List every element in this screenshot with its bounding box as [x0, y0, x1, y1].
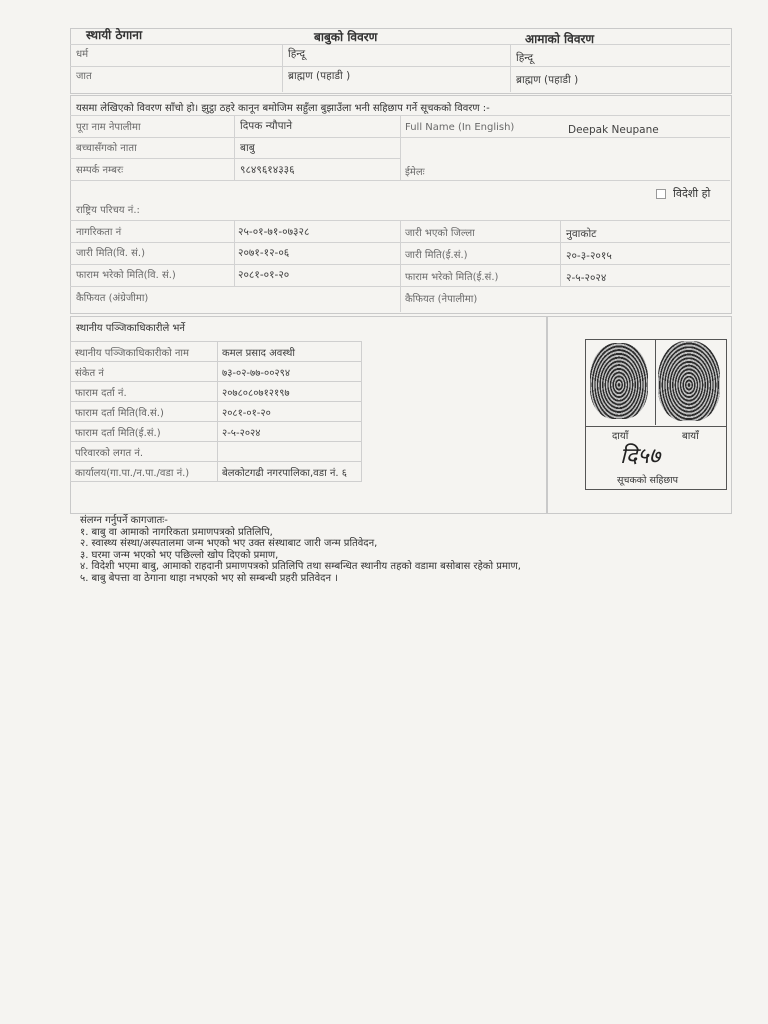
remarks-en-label: कैफियत (अंग्रेजीमा) — [76, 293, 149, 304]
issue-date-ad: २०-३-२०१५ — [566, 250, 612, 262]
registrar-row — [71, 422, 362, 442]
email-label: ईमेलः — [405, 167, 425, 178]
issued-district: नुवाकोट — [566, 228, 597, 240]
registrar-row-value: कमल प्रसाद अवस्थी — [218, 342, 362, 362]
citizenship: २५-०१-७१-०७३२८ — [238, 226, 310, 238]
right-thumb-label: दायाँ — [612, 431, 629, 442]
registrar-row-value: बेलकोटगढी नगरपालिका,वडा नं. ६ — [218, 462, 362, 482]
citizenship-label: नागरिकता नं — [76, 227, 122, 238]
parents-section — [70, 28, 732, 94]
mother-religion: हिन्दू — [516, 52, 534, 64]
name-nepali-label: पूरा नाम नेपालीमा — [76, 122, 141, 133]
issue-date-ad-label: जारी मिति(ई.सं.) — [405, 250, 468, 261]
left-thumb-label: बायाँ — [682, 431, 699, 442]
document-item: २. स्वास्थ्य संस्था/अस्पतालमा जन्म भएको भए उक्त संस्थाबाट जारी जन्म प्रतिवेदन, — [80, 538, 378, 549]
father-title: बाबुको विवरण — [314, 30, 378, 44]
form-date-ad-label: फाराम भरेको मिति(ई.सं.) — [405, 272, 499, 283]
form-date-bs-label: फाराम भरेको मिति(वि. सं.) — [76, 270, 176, 281]
phone-label: सम्पर्क नम्बरः — [76, 165, 124, 176]
father-religion: हिन्दू — [288, 48, 306, 60]
required-documents — [80, 515, 521, 584]
left-thumbprint — [658, 341, 720, 421]
father-caste: ब्राह्मण (पहाडी ) — [288, 70, 351, 82]
right-thumbprint — [590, 343, 648, 419]
registrar-row-label: स्थानीय पञ्जिकाधिकारीको नाम — [71, 342, 218, 362]
form-date-ad: २-५-२०२४ — [566, 272, 607, 284]
registrar-row-label: फाराम दर्ता मिति(वि.सं.) — [71, 402, 218, 422]
issue-date-bs: २०७१-१२-०६ — [238, 247, 290, 259]
registrar-row-value: २०८१-०१-२० — [218, 402, 362, 422]
registrar-row — [71, 382, 362, 402]
full-name-label: Full Name (In English) — [405, 122, 515, 133]
issue-date-bs-label: जारी मिति(वि. सं.) — [76, 248, 145, 259]
registrar-row — [71, 362, 362, 382]
mother-caste: ब्राह्मण (पहाडी ) — [516, 74, 579, 86]
signature: दि५७ — [620, 444, 661, 469]
foreigner-checkbox — [656, 189, 666, 199]
document-item: ४. विदेशी भएमा बाबु, आमाको राहदानी प्रमाणपत्रको प्रतिलिपि तथा सम्बन्धित स्थानीय तहको वडामा बसोबास रहेको प्रमाण, — [80, 561, 521, 572]
name-nepali: दिपक न्यौपाने — [240, 120, 293, 132]
registrar-row-value: २-५-२०२४ — [218, 422, 362, 442]
registrar-row-value — [218, 442, 362, 462]
relation: बाबु — [240, 142, 255, 154]
registrar-row — [71, 462, 362, 482]
registrar-row — [71, 402, 362, 422]
signature-label: सूचकको सहिछाप — [617, 475, 678, 486]
foreigner-label: विदेशी हो — [673, 187, 711, 200]
relation-label: बच्चासँगको नाता — [76, 143, 137, 154]
address-title: स्थायी ठेगाना — [86, 28, 143, 42]
form-date-bs: २०८१-०१-२० — [238, 269, 290, 281]
document-item: १. बाबु वा आमाको नागरिकता प्रमाणपत्रको प्रतिलिपि, — [80, 526, 273, 538]
nid-label: राष्ट्रिय परिचय नं.: — [76, 205, 140, 216]
document-item: ५. बाबु बेपत्ता वा ठेगाना थाहा नभएको भए सो सम्बन्धी प्रहरी प्रतिवेदन । — [80, 572, 339, 584]
registrar-table — [70, 341, 362, 482]
mother-title: आमाको विवरण — [525, 32, 595, 46]
registrar-row — [71, 442, 362, 462]
registrar-row-label: कार्यालय(गा.पा./न.पा./वडा नं.) — [71, 462, 218, 482]
remarks-np-label: कैफियत (नेपालीमा) — [405, 294, 478, 305]
full-name: Deepak Neupane — [568, 124, 659, 136]
document-item: ३. घरमा जन्म भएको भए पछिल्लो खोप दिएको प्रमाण, — [80, 549, 279, 561]
registrar-row-label: संकेत नं — [71, 362, 218, 382]
issued-district-label: जारी भएको जिल्ला — [405, 228, 475, 239]
registrar-row — [71, 342, 362, 362]
phone: ९८४९६१४३३६ — [240, 164, 295, 176]
documents-title: संलग्न गर्नुपर्ने कागजातः- — [80, 515, 168, 526]
registrar-row-label: फाराम दर्ता मिति(ई.सं.) — [71, 422, 218, 442]
caste-label: जात — [76, 71, 92, 82]
registrar-row-label: फाराम दर्ता नं. — [71, 382, 218, 402]
registrar-row-value: ७३-०२-७७-००२९४ — [218, 362, 362, 382]
declaration-text: यसमा लेखिएको विवरण साँचो हो। झुट्ठा ठहरे कानून बमोजिम सहुँला बुझाउँला भनी सहिछाप गर्ने सूचकको विवरण :- — [76, 103, 490, 114]
registrar-row-label: परिवारको लगत नं. — [71, 442, 218, 462]
religion-label: धर्म — [76, 49, 89, 60]
registrar-title: स्थानीय पञ्जिकाधिकारीले भर्ने — [76, 323, 185, 334]
registrar-row-value: २०७८०८०७१२१९७ — [218, 382, 362, 402]
